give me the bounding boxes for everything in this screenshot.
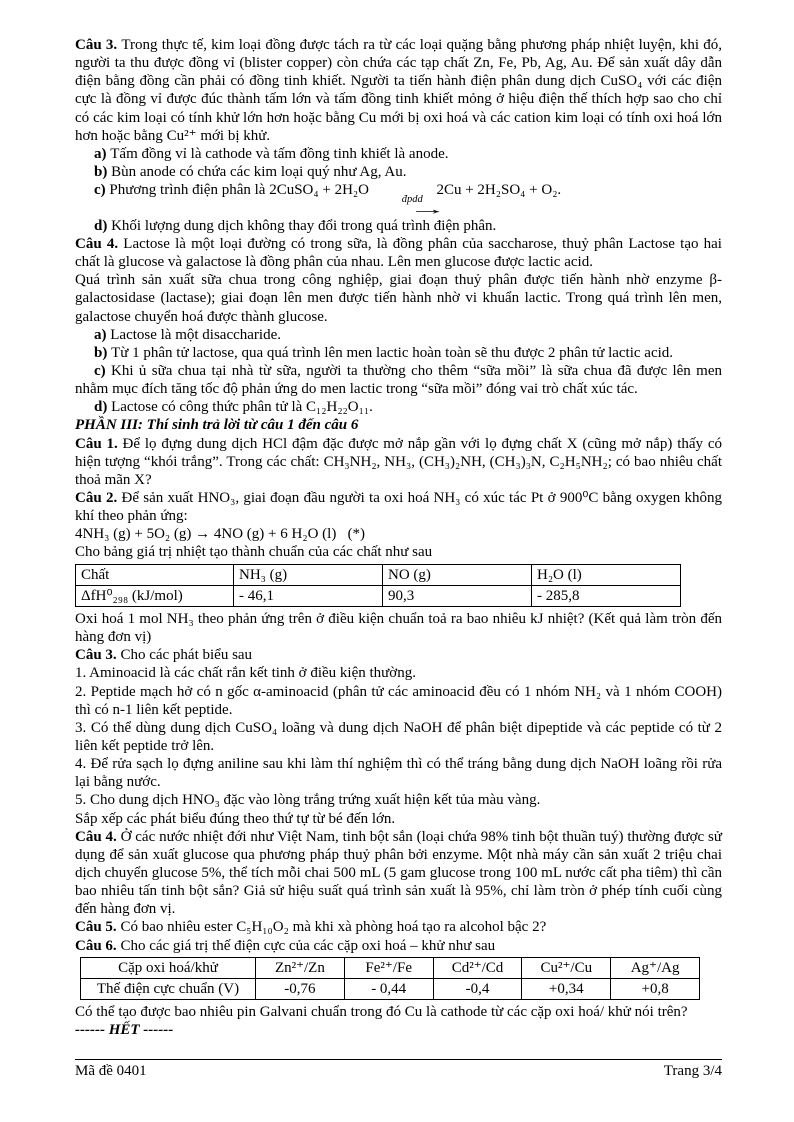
table-cell: Thế điện cực chuẩn (V) bbox=[81, 978, 256, 999]
text-line: Cho bảng giá trị nhiệt tạo thành chuẩn của các chất như sau bbox=[75, 544, 433, 561]
table-row bbox=[81, 978, 700, 999]
table-cell: -0,4 bbox=[433, 978, 522, 999]
option-line: c) Khi ủ sữa chua tại nhà từ sữa, người ta thường cho thêm “sữa mồi” là sữa chua đã được lên men nhằm mục đích tăng tốc độ phản ứng do men lactic trong “sữa mồi” đóng vai trò chất xúc tác. bbox=[75, 363, 722, 398]
bold-label: Câu 3. bbox=[75, 647, 121, 664]
bold-label: d) bbox=[94, 399, 112, 416]
table-header-row bbox=[81, 957, 700, 978]
table-header-cell: H₂O (l) bbox=[532, 564, 681, 585]
bold-label: c) bbox=[94, 363, 112, 379]
exam-code: Mã đề 0401 bbox=[75, 1063, 147, 1079]
table-cell: - 285,8 bbox=[532, 585, 681, 606]
text-paragraph: Quá trình sản xuất sữa chua trong công nghiệp, giai đoạn thuỷ phân được tiến hành nhờ enzyme β-galactosidase (lactase); giai đoạn lên men được tiến hành nhờ vi khuẩn lactic. Trong quá trình lên men, galactose chuyển hoá được thành glucose. bbox=[75, 272, 722, 325]
table-header-cell: Cặp oxi hoá/khử bbox=[81, 957, 256, 978]
question-paragraph: Câu 4. Ở các nước nhiệt đới như Việt Nam, tinh bột sắn (loại chứa 98% tinh bột thuần tuý) thường được sử dụng để sản xuất glucose qua phương pháp thuỷ phân bởi enzyme. Một nhà máy cần sản xuất 2 triệu chai dịch chuyển glucose 5%, thể tích mỗi chai 500 mL (5 gam glucose trong 100 mL nước cất pha tiêm) thì cần bao nhiêu tấn tinh bột sắn? Giả sử hiệu suất quá trình sản xuất là 95%, chỉ làm tròn ở phép tính cuối cùng đến hàng đơn vị. bbox=[75, 828, 722, 918]
bold-label: Câu 1. bbox=[75, 435, 123, 452]
bold-label: Câu 2. bbox=[75, 489, 122, 506]
arrow-glyph: → bbox=[407, 202, 447, 219]
bold-label: Câu 4. bbox=[75, 828, 121, 845]
bold-label: c) bbox=[94, 182, 110, 199]
option-line: a) Tấm đồng vỉ là cathode và tấm đồng tinh khiết là anode. bbox=[94, 145, 449, 162]
text-paragraph: 2. Peptide mạch hở có n gốc α-aminoacid (phân tử các aminoacid đều có 1 nhóm NH₂ và 1 nhóm COOH) thì có n-1 liên kết peptide. bbox=[75, 683, 722, 718]
table-header-cell: Chất bbox=[76, 564, 234, 585]
bold-label: Câu 5. bbox=[75, 919, 121, 936]
table-cell: - 0,44 bbox=[344, 978, 433, 999]
question-paragraph: Câu 3. Trong thực tế, kim loại đồng được tách ra từ các loại quặng bằng phương pháp nhiệt luyện, khi đó, người ta thu được đồng vỉ (blister copper) còn chứa các tạp chất Zn, Fe, Pb, Ag, Au. Để sản xuất dây dẫn điện bằng đồng cần phải có đồng tinh khiết. Người ta tiến hành điện phân dung dịch CuSO₄ với các điện cực là đồng vỉ được đúc thành tấm lớn và tấm đồng tinh khiết mỏng ở hiệu điện thế thích hợp sao cho chỉ có các kim loại có tính khử lớn hơn hoặc bằng Cu mới bị oxi hoá và các cation kim loại có tính oxi hoá lớn hơn hoặc bằng Cu²⁺ mới bị khử. bbox=[75, 37, 722, 144]
table-header-cell: Cu²⁺/Cu bbox=[522, 957, 611, 978]
bold-label: b) bbox=[94, 163, 112, 180]
text-line: 4NH₃ (g) + 5O₂ (g) → 4NO (g) + 6 H₂O (l) (*) bbox=[75, 526, 366, 543]
text-paragraph: Oxi hoá 1 mol NH₃ theo phản ứng trên ở điều kiện chuẩn toả ra bao nhiêu kJ nhiệt? (Kết quả làm tròn đến hàng đơn vị) bbox=[75, 611, 722, 646]
bold-label: Câu 6. bbox=[75, 937, 121, 954]
table-header-cell: Fe²⁺/Fe bbox=[344, 957, 433, 978]
table-cell: -0,76 bbox=[256, 978, 345, 999]
page-footer bbox=[75, 1059, 722, 1080]
table-header-cell: NO (g) bbox=[383, 564, 532, 585]
page-number: Trang 3/4 bbox=[663, 1063, 722, 1079]
bold-label: d) bbox=[94, 217, 112, 234]
option-line: a) Lactose là một disaccharide. bbox=[94, 326, 282, 343]
question-paragraph: Câu 2. Để sản xuất HNO₃, giai đoạn đầu người ta oxi hoá NH₃ có xúc tác Pt ở 900⁰C bằng oxygen không khí theo phản ứng: bbox=[75, 489, 722, 525]
option-line: b) Bùn anode có chứa các kim loại quý như Ag, Au. bbox=[94, 163, 407, 180]
question-paragraph: Câu 5. Có bao nhiêu ester C₅H₁₀O₂ mà khi xà phòng hoá tạo ra alcohol bậc 2? bbox=[75, 919, 547, 936]
bold-label: Câu 3. bbox=[75, 37, 122, 53]
question-paragraph: Câu 3. Cho các phát biểu sau bbox=[75, 647, 253, 664]
table-cell: ΔfH⁰₂₉₈ (kJ/mol) bbox=[76, 585, 234, 606]
text-paragraph: Sắp xếp các phát biểu đúng theo thứ tự từ bé đến lớn. bbox=[75, 810, 396, 827]
end-marker: ------ HẾT ------ bbox=[75, 1022, 174, 1039]
table-cell: - 46,1 bbox=[234, 585, 383, 606]
option-line: b) Từ 1 phân tử lactose, qua quá trình lên men lactic hoàn toàn sẽ thu được 2 phân tử lactic acid. bbox=[94, 344, 674, 361]
question-paragraph: Câu 1. Để lọ đựng dung dịch HCl đậm đặc được mở nắp gần với lọ đựng chất X (cũng mở nắp) thấy có hiện tượng “khói trắng”. Trong các chất: CH₃NH₂, NH₃, (CH₃)₂NH, (CH₃)₃N, C₂H₅NH₂; có bao nhiêu chất thoả mãn X? bbox=[75, 435, 722, 488]
question-paragraph: Câu 4. Lactose là một loại đường có trong sữa, là đồng phân của saccharose, thuỷ phân Lactose tạo hai chất là glucose và galactose là đồng phân của nhau. Lên men glucose được lactic acid. bbox=[75, 236, 722, 271]
table-cell: +0,34 bbox=[522, 978, 611, 999]
table-header-cell: Ag⁺/Ag bbox=[611, 957, 700, 978]
bold-label: a) bbox=[94, 326, 111, 343]
bold-label: b) bbox=[94, 344, 112, 361]
bold-label: a) bbox=[94, 145, 111, 162]
table-header-cell: Cd²⁺/Cd bbox=[433, 957, 522, 978]
option-line: d) Khối lượng dung dịch không thay đổi trong quá trình điện phân. bbox=[94, 217, 497, 234]
table-header-cell: Zn²⁺/Zn bbox=[256, 957, 345, 978]
section-heading: PHẦN III: Thí sinh trả lời từ câu 1 đến câu 6 bbox=[75, 417, 359, 434]
thermo-table bbox=[75, 564, 681, 608]
option-line: d) Lactose có công thức phân tử là C₁₂H₂₂O₁₁. bbox=[94, 399, 373, 416]
table-cell: 90,3 bbox=[383, 585, 532, 606]
text-paragraph: Có thể tạo được bao nhiêu pin Galvani chuẩn trong đó Cu là cathode từ các cặp oxi hoá/ khử nói trên? bbox=[75, 1004, 688, 1021]
text-paragraph: 5. Cho dung dịch HNO₃ đặc vào lòng trắng trứng xuất hiện kết tủa màu vàng. bbox=[75, 792, 541, 809]
bold-label: Câu 4. bbox=[75, 236, 124, 253]
table-cell: +0,8 bbox=[611, 978, 700, 999]
question-paragraph: Câu 6. Cho các giá trị thế điện cực của các cặp oxi hoá – khử như sau bbox=[75, 937, 496, 954]
option-line: c) Phương trình điện phân là 2CuSO₄ + 2H₂O đpdd → 2Cu + 2H₂SO₄ + O₂. bbox=[94, 182, 562, 219]
text-paragraph: 3. Có thể dùng dung dịch CuSO₄ loãng và dung dịch NaOH để phân biệt dipeptide và các peptide có từ 2 liên kết peptide trở lên. bbox=[75, 719, 722, 755]
electrode-table bbox=[80, 957, 700, 1001]
table-row bbox=[76, 585, 681, 606]
table-header-cell: NH₃ (g) bbox=[234, 564, 383, 585]
reaction-arrow bbox=[373, 193, 447, 219]
text-paragraph: 1. Aminoacid là các chất rắn kết tinh ở điều kiện thường. bbox=[75, 665, 416, 682]
text-paragraph: 4. Để rửa sạch lọ đựng aniline sau khi làm thí nghiệm thì có thể tráng bằng dung dịch NaOH loãng rồi rửa lại bằng nước. bbox=[75, 756, 722, 791]
arrow-condition-label: đpdd bbox=[401, 193, 423, 205]
table-header-row bbox=[76, 564, 681, 585]
